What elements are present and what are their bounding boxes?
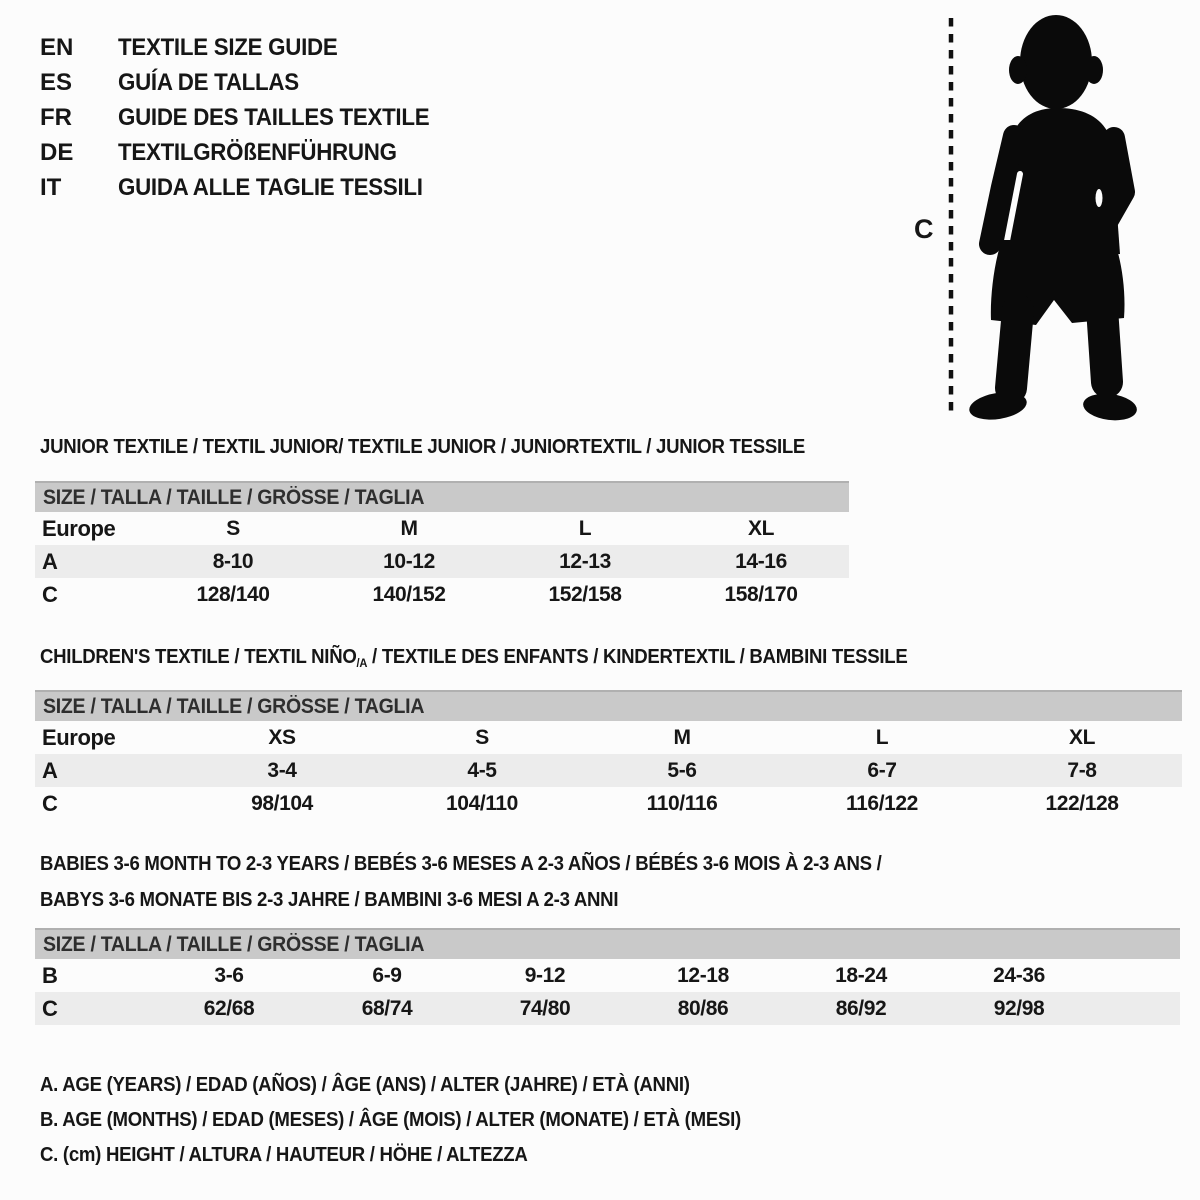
lang-row-en — [40, 30, 453, 65]
legend-line-a: A. AGE (YEARS) / EDAD (AÑOS) / ÂGE (ANS) / ALTER (JAHRE) / ETÀ (ANNI) — [40, 1074, 690, 1096]
size-cell: M — [673, 725, 691, 749]
table-row-height — [35, 787, 1182, 820]
size-table-header-label: SIZE / TALLA / TAILLE / GRÖSSE / TAGLIA — [43, 694, 425, 718]
size-cell: 116/122 — [846, 791, 918, 815]
size-cell: 128/140 — [196, 582, 270, 606]
babies-size-table — [35, 928, 1180, 1025]
size-cell: 140/152 — [372, 582, 446, 606]
size-cell: 12-18 — [677, 963, 729, 987]
size-cell: M — [400, 516, 418, 540]
size-cell: XS — [268, 725, 296, 749]
lang-row-fr — [40, 100, 453, 135]
size-cell: 80/86 — [677, 996, 729, 1020]
size-table-header-label: SIZE / TALLA / TAILLE / GRÖSSE / TAGLIA — [43, 932, 425, 956]
children-section-title: CHILDREN'S TEXTILE / TEXTIL $NIÑO_{/A}$ / TEXTILE DES ENFANTS / KINDERTEXTIL / BAMBINI TESSILE — [40, 646, 908, 670]
lang-code: ES — [40, 68, 73, 96]
size-cell: 3-6 — [214, 963, 244, 987]
lang-title: TEXTILE SIZE GUIDE — [118, 33, 338, 61]
row-label-cell: B — [42, 962, 58, 988]
size-table-header-label: SIZE / TALLA / TAILLE / GRÖSSE / TAGLIA — [43, 485, 425, 509]
lang-code: EN — [40, 33, 74, 61]
table-row-height — [35, 992, 1180, 1025]
size-cell: 92/98 — [993, 996, 1045, 1020]
row-label-cell: Europe — [42, 724, 116, 750]
table-row-age — [35, 754, 1182, 787]
size-cell: S — [226, 516, 240, 540]
junior-table — [35, 512, 849, 611]
row-label-cell: C — [42, 995, 58, 1021]
height-measure-dashed-line — [948, 18, 954, 418]
table-row-age — [35, 545, 849, 578]
size-table-header-bar — [35, 690, 1182, 721]
size-cell: 14-16 — [735, 549, 787, 573]
lang-title: GUIDE DES TAILLES TEXTILE — [118, 103, 430, 131]
size-cell: 86/92 — [835, 996, 887, 1020]
legend-line-c: C. (cm) HEIGHT / ALTURA / HAUTEUR / HÖHE / ALTEZZA — [40, 1144, 528, 1166]
size-cell: 7-8 — [1067, 758, 1097, 782]
size-cell: 74/80 — [519, 996, 571, 1020]
measurement-legend — [40, 1068, 794, 1173]
row-label-cell: C — [42, 581, 58, 607]
lang-code: IT — [40, 173, 62, 201]
row-label-cell: A — [42, 548, 58, 574]
size-cell: 3-4 — [267, 758, 297, 782]
babies-table — [35, 959, 1180, 1025]
lang-title: TEXTILGRÖßENFÜHRUNG — [118, 138, 397, 166]
table-row-europe — [35, 512, 849, 545]
size-cell: XL — [747, 516, 775, 540]
size-cell: 152/158 — [548, 582, 622, 606]
table-row-height — [35, 578, 849, 611]
size-cell: L — [875, 725, 889, 749]
size-cell: 5-6 — [667, 758, 697, 782]
junior-size-table — [35, 481, 849, 611]
size-cell: 68/74 — [361, 996, 413, 1020]
size-cell: XL — [1068, 725, 1096, 749]
lang-title: GUÍA DE TALLAS — [118, 68, 299, 96]
size-cell: 12-13 — [559, 549, 611, 573]
babies-section-title: BABIES 3-6 MONTH TO 2-3 YEARS / BEBÉS 3-6 MESES A 2-3 AÑOS / BÉBÉS 3-6 MOIS À 2-3 ANS / BABYS 3-6 MONATE BIS 2-3 JAHRE / BAMBINI 3-6 MESI A 2-3 ANNI — [40, 853, 882, 911]
language-header — [40, 30, 453, 205]
size-cell: S — [475, 725, 489, 749]
lang-row-it — [40, 170, 453, 205]
filler-cell — [1098, 992, 1180, 1025]
row-label-cell: C — [42, 790, 58, 816]
filler-cell — [1098, 959, 1180, 992]
size-table-header-bar — [35, 481, 849, 512]
size-cell: 8-10 — [212, 549, 254, 573]
size-cell: 9-12 — [524, 963, 566, 987]
table-row-europe — [35, 721, 1182, 754]
size-table-header-bar — [35, 928, 1180, 959]
height-measure-label: C — [914, 214, 934, 244]
size-cell: 10-12 — [383, 549, 435, 573]
children-table — [35, 721, 1182, 820]
children-size-table — [35, 690, 1182, 820]
table-row-age-months — [35, 959, 1180, 992]
size-cell: 98/104 — [251, 791, 313, 815]
size-cell: 110/116 — [646, 791, 718, 815]
title-subscript: /A — [356, 656, 368, 670]
size-cell: 4-5 — [467, 758, 497, 782]
toddler-silhouette-image — [966, 12, 1142, 422]
size-cell: 158/170 — [724, 582, 798, 606]
lang-row-de — [40, 135, 453, 170]
legend-line-b: B. AGE (MONTHS) / EDAD (MESES) / ÂGE (MOIS) / ALTER (MONATE) / ETÀ (MESI) — [40, 1109, 741, 1131]
lang-row-es — [40, 65, 453, 100]
size-cell: L — [578, 516, 592, 540]
lang-code: FR — [40, 103, 72, 131]
size-cell: 6-9 — [372, 963, 402, 987]
size-cell: 62/68 — [203, 996, 255, 1020]
size-cell: 24-36 — [993, 963, 1045, 987]
lang-title: GUIDA ALLE TAGLIE TESSILI — [118, 173, 423, 201]
size-cell: 104/110 — [446, 791, 518, 815]
row-label-cell: Europe — [42, 515, 116, 541]
junior-section-title: JUNIOR TEXTILE / TEXTIL JUNIOR/ TEXTILE JUNIOR / JUNIORTEXTIL / JUNIOR TESSILE — [40, 436, 806, 458]
lang-code: DE — [40, 138, 74, 166]
size-cell: 122/128 — [1045, 791, 1119, 815]
size-cell: 6-7 — [867, 758, 897, 782]
row-label-cell: A — [42, 757, 58, 783]
size-cell: 18-24 — [835, 963, 887, 987]
